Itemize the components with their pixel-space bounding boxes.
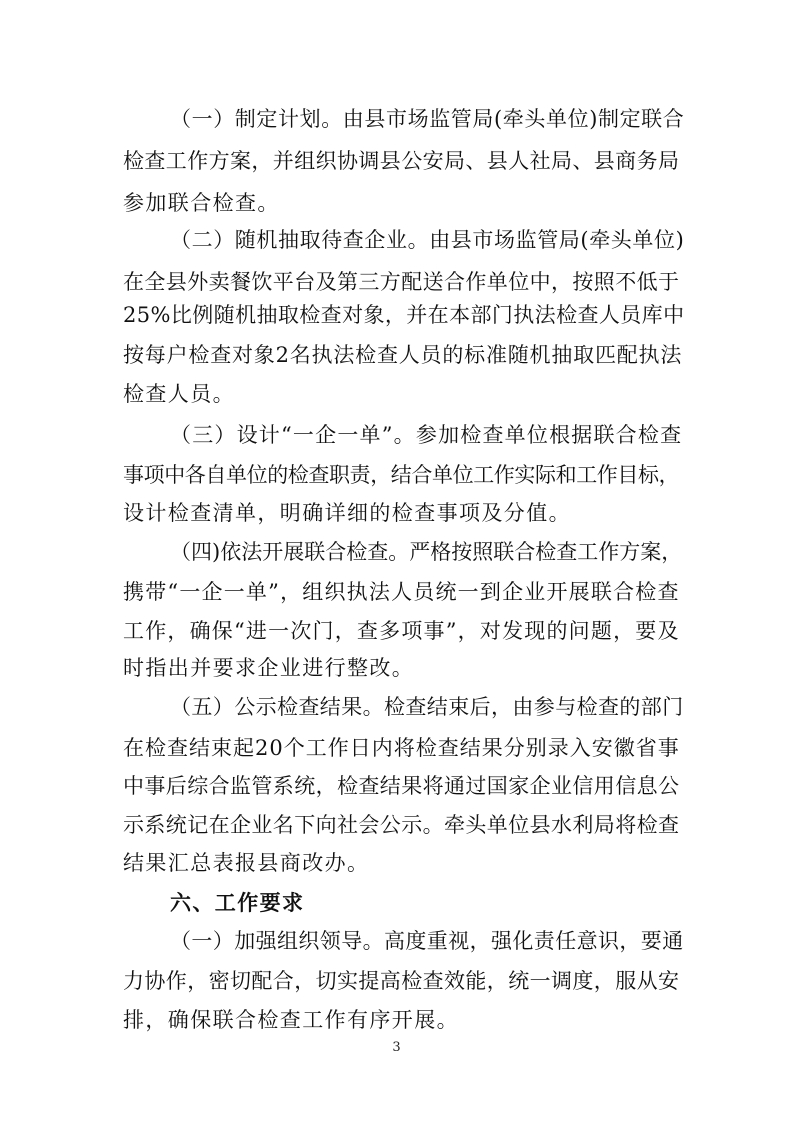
paragraph-5-line-2: 在检查结束起20个工作日内将检查结果分别录入安徽省事: [123, 736, 680, 760]
paragraph-3-line-2: 事项中各自单位的检查职责，结合单位工作实际和工作目标，: [123, 463, 680, 487]
paragraph-4-line-3: 工作，确保“进一次门，查多项事”，对发现的问题，要及: [123, 619, 680, 643]
paragraph-5-line-3: 中事后综合监管系统，检查结果将通过国家企业信用信息公: [123, 774, 680, 798]
paragraph-1-line-1: （一）制定计划。由县市场监管局(牵头单位)制定联合: [170, 107, 685, 131]
section-heading: 六、工作要求: [170, 891, 305, 915]
paragraph-2-line-1: （二）随机抽取待查企业。由县市场监管局(牵头单位): [170, 228, 685, 252]
paragraph-1-line-3: 参加联合检查。: [123, 191, 280, 215]
paragraph-1-line-2: 检查工作方案，并组织协调县公安局、县人社局、县商务局: [123, 149, 680, 173]
paragraph-4-line-4: 时指出并要求企业进行整改。: [123, 656, 415, 680]
paragraph-2-line-4: 按每户检查对象2名执法检查人员的标准随机抽取匹配执法: [123, 343, 683, 367]
paragraph-5-line-5: 结果汇总表报县商改办。: [123, 851, 370, 875]
paragraph-3-line-3: 设计检查清单，明确详细的检查事项及分值。: [123, 501, 571, 525]
paragraph-6-line-2: 力协作，密切配合，切实提高检查效能，统一调度，服从安: [123, 969, 680, 993]
paragraph-2-line-5: 检查人员。: [123, 382, 235, 406]
paragraph-5-line-1: （五）公示检查结果。检查结束后，由参与检查的部门: [170, 695, 684, 719]
paragraph-5-line-4: 示系统记在企业名下向社会公示。牵头单位县水利局将检查: [123, 813, 680, 837]
paragraph-2-line-2: 在全县外卖餐饮平台及第三方配送合作单位中，按照不低于: [123, 270, 680, 294]
paragraph-6-line-1: （一）加强组织领导。高度重视，强化责任意识，要通: [170, 929, 684, 953]
paragraph-3-line-1: （三）设计“一企一单”。参加检查单位根据联合检查: [170, 423, 683, 447]
paragraph-2-line-3: 25%比例随机抽取检查对象，并在本部门执法检查人员库中: [123, 303, 685, 327]
paragraph-4-line-2: 携带“一企一单”，组织执法人员统一到企业开展联合检查: [123, 580, 680, 604]
paragraph-4-line-1: （四)依法开展联合检查。严格按照联合检查工作方案，: [170, 540, 683, 564]
page-number: 3: [392, 1040, 401, 1055]
paragraph-6-line-3: 排，确保联合检查工作有序开展。: [123, 1008, 459, 1032]
